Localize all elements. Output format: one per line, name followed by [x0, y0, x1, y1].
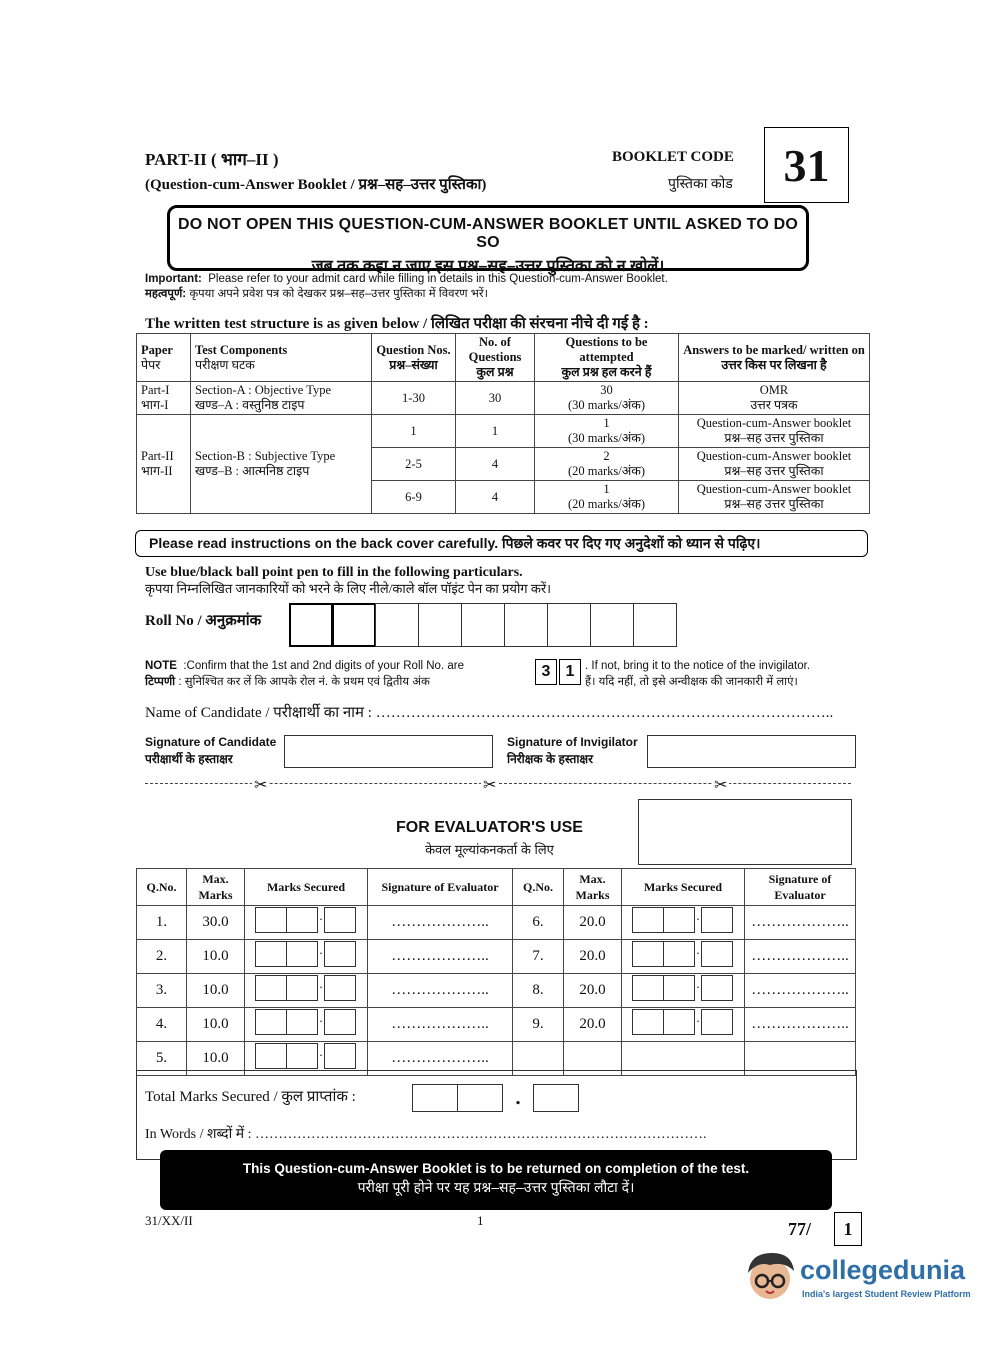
return-notice	[160, 1150, 832, 1210]
part2-noq: 4	[456, 448, 535, 481]
signature-candidate-label: Signature of Candidate परीक्षार्थी के हस्ताक्षर	[145, 735, 277, 766]
evaluator-signature-cell[interactable]: ………………..	[368, 974, 513, 1008]
qno-cell: 3.	[137, 974, 187, 1008]
evaluator-header-row	[137, 869, 856, 906]
max-marks-cell: 10.0	[187, 1042, 245, 1076]
evaluator-signature-cell[interactable]: ………………..	[368, 906, 513, 940]
roll-note	[145, 658, 464, 690]
important-label-hi: महत्वपूर्ण:	[145, 288, 187, 300]
max-marks-cell: 10.0	[187, 940, 245, 974]
header-qnos: Question Nos. प्रश्न–संख्या	[372, 334, 456, 382]
roll-prefix-digits	[535, 659, 583, 685]
booklet-code-label: BOOKLET CODE	[612, 149, 734, 165]
marks-secured-cell[interactable]: .	[622, 906, 745, 940]
part1-attempt: 30 (30 marks/अंक)	[535, 382, 679, 415]
header-sig: Signature of Evaluator	[745, 869, 856, 906]
booklet-code-label-hi: पुस्तिका कोड	[668, 177, 733, 192]
header-sig: Signature of Evaluator	[368, 869, 513, 906]
evaluator-signature-cell[interactable]: ………………..	[745, 906, 856, 940]
part2-answer: Question-cum-Answer booklet प्रश्न–सह उत्तर पुस्तिका	[679, 481, 870, 514]
return-notice-hi: परीक्षा पूरी होने पर यह प्रश्न–सह–उत्तर पुस्तिका लौटा दें।	[357, 1179, 635, 1195]
max-marks-cell: 20.0	[564, 1008, 622, 1042]
evaluator-signature-cell[interactable]: ………………..	[745, 1008, 856, 1042]
marks-secured-cell[interactable]: .	[245, 974, 368, 1008]
marks-secured-cell[interactable]: .	[622, 974, 745, 1008]
signature-invigilator-label: Signature of Invigilator निरीक्षक के हस्ताक्षर	[507, 735, 638, 766]
table-row	[137, 906, 856, 940]
collegedunia-logo: collegedunia	[800, 1255, 966, 1285]
table-row	[137, 940, 856, 974]
page-number: 1	[477, 1213, 484, 1228]
roll-number-boxes	[290, 603, 677, 647]
part2-noq: 1	[456, 415, 535, 448]
pen-instructions	[145, 565, 551, 597]
part-title: PART-II ( भाग–II )	[145, 150, 279, 169]
max-marks-cell: 30.0	[187, 906, 245, 940]
note-text-hi: : सुनिश्चित कर लें कि आपके रोल नं. के प्रथम एवं द्वितीय अंक	[178, 676, 430, 688]
warning-line-en: DO NOT OPEN THIS QUESTION-CUM-ANSWER BOOKLET UNTIL ASKED TO DO SO	[177, 216, 799, 251]
table-row	[137, 974, 856, 1008]
evaluator-signature-cell[interactable]: ………………..	[368, 1008, 513, 1042]
warning-line-hi: जब तक कहा न जाए इस प्रश्न–सह–उत्तर पुस्तिका को न खोलें।	[311, 258, 665, 275]
part1-answer: OMR उत्तर पत्रक	[679, 382, 870, 415]
roll-digit-box[interactable]	[633, 603, 677, 647]
marks-secured-cell[interactable]: .	[245, 906, 368, 940]
scissors-icon: ✂	[483, 775, 497, 794]
signature-candidate-box[interactable]	[284, 735, 493, 768]
read-instructions-banner: Please read instructions on the back cover carefully. पिछले कवर पर दिए गए अनुदेशों को ध्यान से पढ़िए।	[135, 530, 868, 557]
header-answers: Answers to be marked/ written on उत्तर किस पर लिखना है	[679, 334, 870, 382]
note-text-end: . If not, bring it to the notice of the invigilator.	[585, 660, 811, 672]
header-paper: Paper पेपर	[137, 334, 191, 382]
max-marks-cell: 20.0	[564, 940, 622, 974]
header-qno: Q.No.	[513, 869, 564, 906]
marks-secured-cell[interactable]: .	[245, 940, 368, 974]
part1-section: Section-A : Objective Type खण्ड–A : वस्तुनिष्ठ टाइप	[191, 382, 372, 415]
scissors-icon: ✂	[254, 775, 268, 794]
return-notice-en: This Question-cum-Answer Booklet is to be returned on completion of the test.	[242, 1161, 750, 1176]
table-row-part2-a	[137, 415, 870, 448]
note-label: NOTE	[145, 660, 177, 672]
roll-digit-box[interactable]	[504, 603, 548, 647]
part2-answer: Question-cum-Answer booklet प्रश्न–सह उत्तर पुस्तिका	[679, 415, 870, 448]
qno-cell: 1.	[137, 906, 187, 940]
part2-qnos: 2-5	[372, 448, 456, 481]
max-marks-cell: 20.0	[564, 906, 622, 940]
roll-digit-box[interactable]	[332, 603, 376, 647]
qno-cell: 9.	[513, 1008, 564, 1042]
evaluator-signature-cell[interactable]: ………………..	[368, 1042, 513, 1076]
collegedunia-tagline: India's largest Student Review Platform	[802, 1289, 971, 1299]
total-marks-label: Total Marks Secured / कुल प्राप्तांक :	[145, 1089, 356, 1105]
roll-note-end	[585, 658, 810, 690]
evaluator-signature-cell[interactable]: ………………..	[745, 940, 856, 974]
table-row-part1	[137, 382, 870, 415]
part2-answer: Question-cum-Answer booklet प्रश्न–सह उत्तर पुस्तिका	[679, 448, 870, 481]
table-header-row	[137, 334, 870, 382]
total-in-words-field[interactable]: In Words / शब्दों में : …………………………………………………………………………………….	[145, 1127, 707, 1142]
roll-digit-box[interactable]	[590, 603, 634, 647]
roll-digit-box[interactable]	[375, 603, 419, 647]
marks-secured-cell[interactable]: .	[622, 940, 745, 974]
header-qno: Q.No.	[137, 869, 187, 906]
roll-prefix-digit-1: 3	[535, 659, 557, 685]
marks-secured-cell[interactable]: .	[622, 1008, 745, 1042]
important-text-hi: कृपया अपने प्रवेश पत्र को देखकर प्रश्न–सह–उत्तर पुस्तिका में विवरण भरें।	[189, 288, 488, 300]
part2-attempt: 1 (20 marks/अंक)	[535, 481, 679, 514]
header-attempt: Questions to be attempted कुल प्रश्न हल करने हैं	[535, 334, 679, 382]
structure-heading: The written test structure is as given below / लिखित परीक्षा की संरचना नीचे दी गई है :	[145, 316, 649, 332]
header-max: Max. Marks	[187, 869, 245, 906]
evaluator-stamp-box[interactable]	[638, 799, 852, 865]
note-label-hi: टिप्पणी	[145, 676, 176, 688]
header-secured: Marks Secured	[245, 869, 368, 906]
qno-cell: 2.	[137, 940, 187, 974]
signature-invigilator-box[interactable]	[647, 735, 856, 768]
collegedunia-mascot-icon	[740, 1245, 800, 1305]
note-text: :Confirm that the 1st and 2nd digits of your Roll No. are	[183, 660, 464, 672]
part1-qnos: 1-30	[372, 382, 456, 415]
roll-prefix-digit-2: 1	[559, 659, 581, 685]
scissors-icon: ✂	[714, 775, 728, 794]
marks-secured-cell[interactable]: .	[245, 1008, 368, 1042]
header-max: Max. Marks	[564, 869, 622, 906]
candidate-name-field[interactable]: Name of Candidate / परीक्षार्थी का नाम : ………………………………………………………………………………..	[145, 705, 834, 721]
part1-paper: Part-I भाग-I	[137, 382, 191, 415]
evaluator-heading: FOR EVALUATOR'S USE केवल मूल्यांकनकर्ता के लिए	[396, 819, 583, 857]
qno-cell: 8.	[513, 974, 564, 1008]
part2-attempt: 2 (20 marks/अंक)	[535, 448, 679, 481]
important-text: Please refer to your admit card while filling in details in this Question-cum-Answer Booklet.	[208, 273, 668, 285]
max-marks-cell: 10.0	[187, 974, 245, 1008]
part2-paper: Part-II भाग-II	[137, 415, 191, 514]
footer-code: 31/XX/II	[145, 1213, 193, 1228]
qno-cell: 4.	[137, 1008, 187, 1042]
qno-cell: 7.	[513, 940, 564, 974]
evaluator-signature-cell[interactable]: ………………..	[745, 974, 856, 1008]
max-marks-cell: 10.0	[187, 1008, 245, 1042]
table-row	[137, 1008, 856, 1042]
roll-number-label: Roll No / अनुक्रमांक	[145, 613, 262, 629]
important-label: Important:	[145, 273, 202, 285]
roll-digit-box[interactable]	[289, 603, 333, 647]
part2-qnos: 1	[372, 415, 456, 448]
total-marks-boxes[interactable]: .	[412, 1084, 579, 1112]
note-text-end-hi: हैं। यदि नहीं, तो इसे अन्वीक्षक की जानकारी में लाएं।	[585, 676, 798, 688]
important-note	[145, 272, 668, 302]
structure-table	[136, 333, 870, 514]
max-marks-cell: 20.0	[564, 974, 622, 1008]
evaluator-table	[136, 868, 856, 1076]
roll-digit-box[interactable]	[547, 603, 591, 647]
booklet-code-box: 31	[764, 127, 849, 203]
part2-noq: 4	[456, 481, 535, 514]
part2-section: Section-B : Subjective Type खण्ड–B : आत्मनिष्ठ टाइप	[191, 415, 372, 514]
evaluator-signature-cell[interactable]: ………………..	[368, 940, 513, 974]
series-number: 77/	[788, 1219, 812, 1239]
part2-attempt: 1 (30 marks/अंक)	[535, 415, 679, 448]
part1-noq: 30	[456, 382, 535, 415]
part2-qnos: 6-9	[372, 481, 456, 514]
part-subtitle: (Question-cum-Answer Booklet / प्रश्न–सह–उत्तर पुस्तिका)	[145, 177, 487, 193]
do-not-open-warning	[167, 205, 809, 275]
roll-digit-box[interactable]	[418, 603, 462, 647]
qno-cell: 5.	[137, 1042, 187, 1076]
header-noq: No. of Questions कुल प्रश्न	[456, 334, 535, 382]
header-components: Test Components परीक्षण घटक	[191, 334, 372, 382]
roll-digit-box[interactable]	[461, 603, 505, 647]
pen-instruction-hi: कृपया निम्नलिखित जानकारियों को भरने के लिए नीले/काले बॉल पॉइंट पेन का प्रयोग करें।	[145, 581, 552, 596]
marks-secured-cell[interactable]: .	[245, 1042, 368, 1076]
series-box: 1	[834, 1212, 862, 1246]
pen-instruction-en: Use blue/black ball point pen to fill in the following particulars.	[145, 565, 523, 580]
header-secured: Marks Secured	[622, 869, 745, 906]
qno-cell: 6.	[513, 906, 564, 940]
